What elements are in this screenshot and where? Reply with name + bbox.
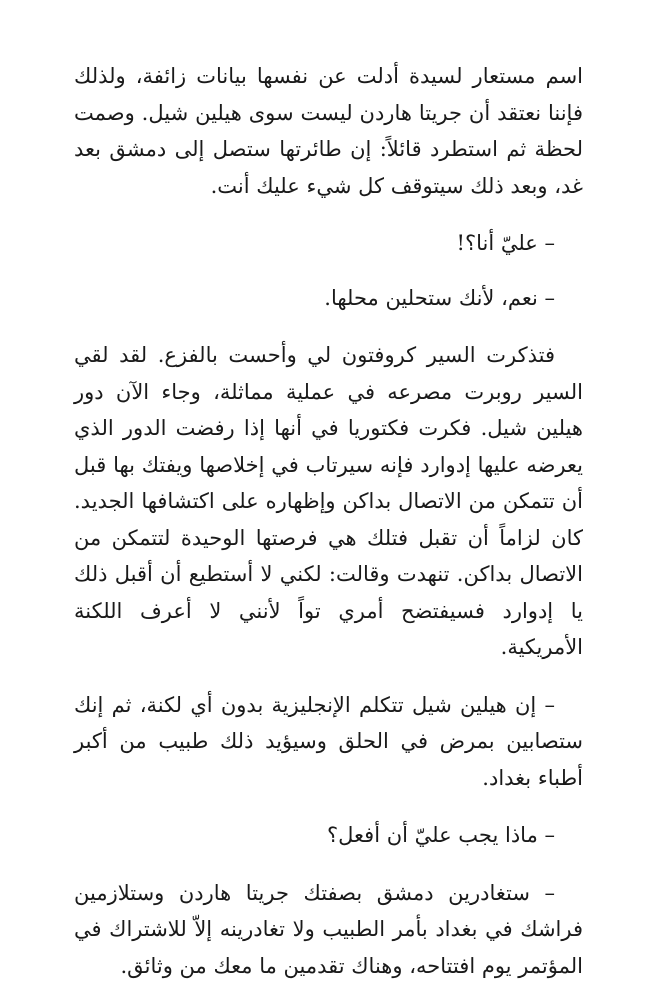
paragraph-1: اسم مستعار لسيدة أدلت عن نفسها بيانات زائفة، ولذلك فإننا نعتقد أن جريتا هاردن ليست سوى هيلين شيل. وصمت لحظة ثم استطرد قائلاً: إن طائرتها ستصل إلى دمشق بعد غد، وبعد ذلك سيتوقف كل شيء عليك أنت. (74, 64, 583, 198)
dialogue-line-3: – إن هيلين شيل تتكلم الإنجليزية بدون أي لكنة، ثم إنك ستصابين بمرض في الحلق وسيؤيد ذلك طبيب من أكبر أطباء بغداد. (74, 692, 583, 790)
dialogue-line-1: – عليّ أنا؟! (456, 231, 555, 255)
dialogue-line-2: – نعم، لأنك ستحلين محلها. (324, 285, 555, 310)
dialogue-line-4: – ماذا يجب عليّ أن أفعل؟ (326, 823, 555, 847)
paragraph-2: فتذكرت السير كروفتون لي وأحست بالفزع. لقد لقي السير روبرت مصرعه في عملية مماثلة، وجاء الآن دور هيلين شيل. فكرت فكتوريا في أنها إذا رفضت الدور الذي يعرضه عليها إدوارد فإنه سيرتاب في إخلاصها ويفتك بها قبل أن تتمكن من الاتصال بداكن وإظهاره على اكتشافها الجديد. كان لزاماً أن تقبل فتلك هي فرصتها الوحيدة لتتمكن من الاتصال بداكن. تنهدت وقالت: لكني لا أستطيع أن أقبل ذلك يا إدوارد فسيفتضح أمري تواً لأنني لا أعرف اللكنة الأمريكية. (74, 343, 583, 659)
dialogue-line-5: – ستغادرين دمشق بصفتك جريتا هاردن وستلازمين فراشك في بغداد بأمر الطبيب ولا تغادرينه إلاّ للاشتراك في المؤتمر يوم افتتاحه، وهناك تقدمين ما معك من وثائق. (74, 880, 583, 978)
